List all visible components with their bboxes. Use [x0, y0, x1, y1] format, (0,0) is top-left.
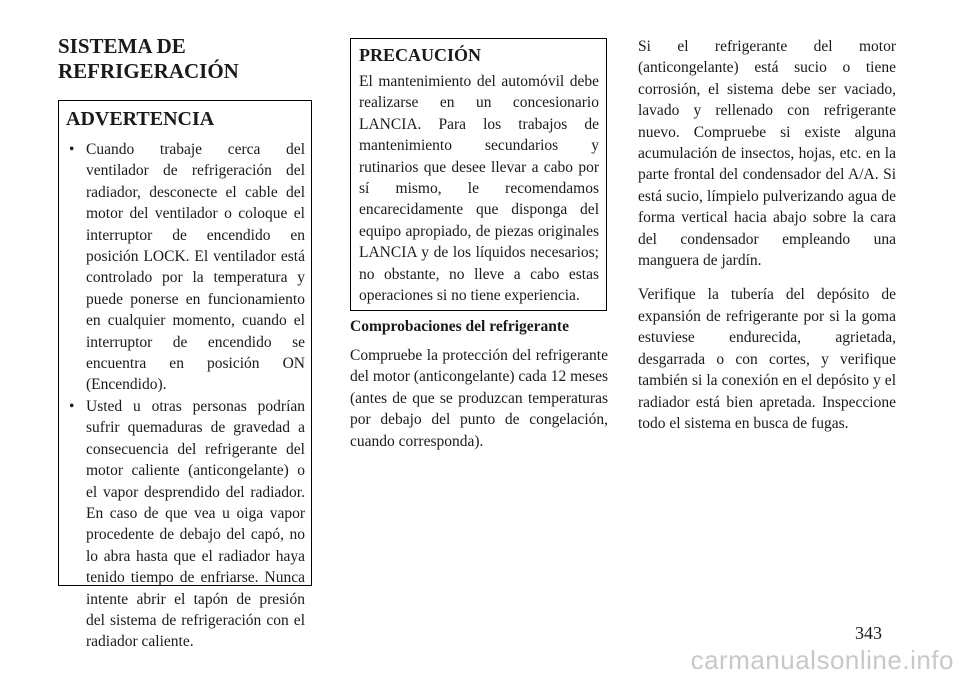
warning-item-text: Usted u otras personas podrían sufrir quemaduras de gravedad a consecuencia del refrigerante del motor caliente (anticongelante) o el vapor desprendido del radiador. En caso de que vea u oiga vapor procedente de debajo del capó, no lo abra hasta que el radiador haya tenido tiempo de enfriarse. Nunca intente abrir el tapón de presión del sistema de refrigeración con el radiador caliente.: [86, 397, 305, 651]
warning-heading: ADVERTENCIA: [66, 108, 215, 130]
coolant-dirty-paragraph: Si el refrigerante del motor (anticongelante) está sucio o tiene corrosión, el sistema debe ser vaciado, lavado y rellenado con refrigerante nuevo. Compruebe si existe alguna acumulación de insectos, hojas, etc. en la parte frontal del condensador del A/A. Si está sucio, límpielo pulverizando agua de forma vertical hacia abajo sobre la cara del condensador empleando una manguera de jardín.: [638, 38, 896, 270]
section-heading-coolant-checks: Comprobaciones del refrigerante: [350, 318, 569, 335]
bullet-icon: •: [69, 141, 75, 158]
warning-item-text: Cuando trabaje cerca del ventilador de refrigeración del radiador, desconecte el cable del motor del ventilador o coloque el interruptor de encendido en posición LOCK. El ventilador está controlado por la temperatura y puede ponerse en funcionamiento en cualquier momento, cuando el interruptor de encendido se encuentra en posición ON (Encendido).: [86, 141, 305, 394]
warning-item: [66, 396, 305, 653]
coolant-check-paragraph: Compruebe la protección del refrigerante del motor (anticongelante) cada 12 meses (antes de que se produzcan temperaturas por debajo del punto de congelación, cuando corresponda).: [350, 347, 608, 450]
hose-check-paragraph: Verifique la tubería del depósito de expansión de refrigerante por si la goma estuviese endurecida, agrietada, desgarrada o con cortes, y verifique también si la conexión en el depósito y el radiador está bien apretada. Inspeccione todo el sistema en busca de fugas.: [638, 286, 896, 432]
page-number: 343: [855, 623, 882, 643]
watermark: carmanualsonline.info: [690, 645, 954, 675]
warning-item: [66, 139, 305, 396]
caution-box: [350, 38, 607, 311]
caution-heading: PRECAUCIÓN: [359, 45, 482, 65]
caution-text: El mantenimiento del automóvil debe realizarse en un concesionario LANCIA. Para los trabajos de mantenimiento secundarios y rutinarios que desee llevar a cabo por sí mismo, le recomendamos encarecidamente que disponga del equipo apropiado, de piezas originales LANCIA y de los líquidos necesarios; no obstante, no lleve a cabo estas operaciones si no tiene experiencia.: [359, 73, 599, 305]
right-column: [638, 36, 896, 434]
warning-list: [66, 139, 305, 653]
page-title: SISTEMA DE REFRIGERACIÓN: [58, 34, 239, 83]
bullet-icon: •: [69, 397, 75, 415]
warning-box: [58, 100, 312, 651]
